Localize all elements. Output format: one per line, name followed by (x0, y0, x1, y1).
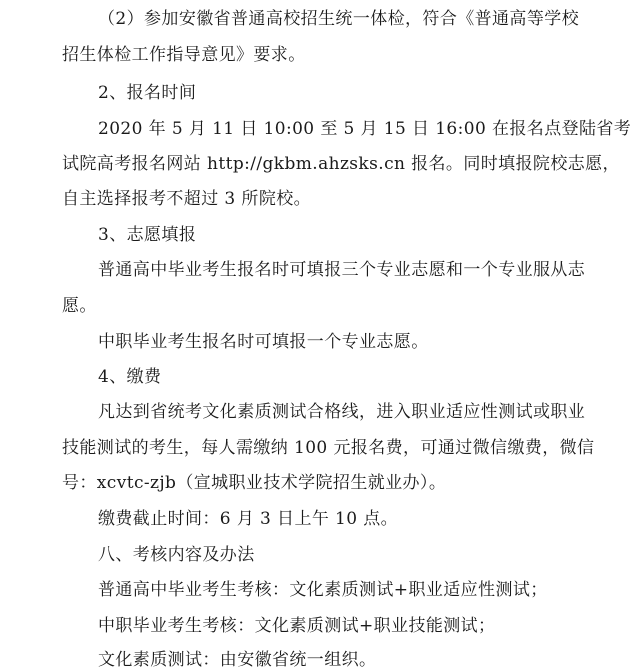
text-line-assessment-a: 普通高中毕业考生考核：文化素质测试+职业适应性测试； (98, 580, 548, 600)
text-line-registration-b: 试院高考报名网站 http://gkbm.ahzsks.cn 报名。同时填报院校志愿， (62, 154, 620, 174)
heading-registration-time: 2、报名时间 (98, 83, 197, 103)
text-line-assessment-c: 文化素质测试：由安徽省统一组织。 (98, 650, 377, 670)
text-line-fee-a: 凡达到省统考文化素质测试合格线，进入职业适应性测试或职业 (98, 402, 586, 422)
heading-preference-filling: 3、志愿填报 (98, 225, 197, 245)
heading-assessment-content: 八、考核内容及办法 (98, 545, 255, 565)
text-line-eligibility-2-a: （2）参加安徽省普通高校招生统一体检，符合《普通高等学校 (98, 9, 580, 29)
heading-fee-payment: 4、缴费 (98, 367, 162, 387)
text-line-preference-c: 中职毕业考生报名时可填报一个专业志愿。 (98, 332, 429, 352)
text-line-registration-a: 2020 年 5 月 11 日 10:00 至 5 月 15 日 16:00 在报名点登陆省考 (98, 119, 632, 139)
text-line-assessment-b: 中职毕业考生考核：文化素质测试+职业技能测试； (98, 616, 496, 636)
text-line-eligibility-2-b: 招生体检工作指导意见》要求。 (62, 45, 306, 65)
text-line-preference-b: 愿。 (62, 296, 97, 316)
text-line-fee-deadline: 缴费截止时间：6 月 3 日上午 10 点。 (98, 509, 399, 529)
text-line-fee-c: 号：xcvtc-zjb（宣城职业技术学院招生就业办）。 (62, 473, 447, 493)
text-line-registration-c: 自主选择报考不超过 3 所院校。 (62, 189, 312, 209)
text-line-preference-a: 普通高中毕业考生报名时可填报三个专业志愿和一个专业服从志 (98, 260, 586, 280)
text-line-fee-b: 技能测试的考生，每人需缴纳 100 元报名费，可通过微信缴费，微信 (62, 438, 595, 458)
